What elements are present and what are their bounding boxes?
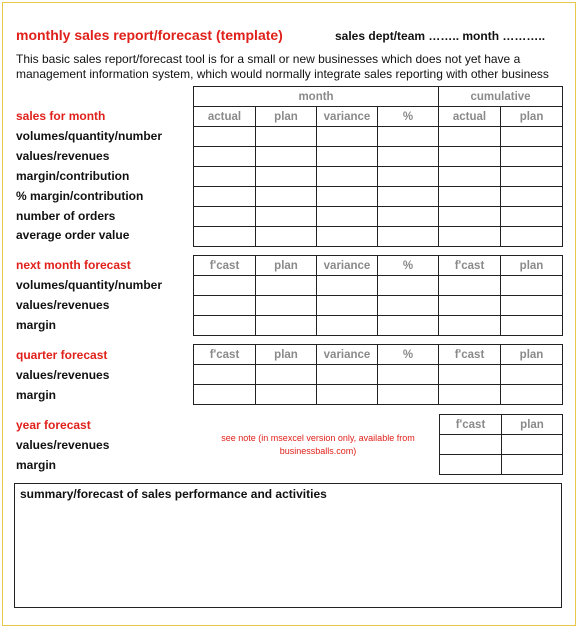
input-cell[interactable] bbox=[439, 147, 501, 167]
row-label: volumes/quantity/number bbox=[16, 278, 163, 292]
row-label: values/revenues bbox=[16, 438, 110, 452]
input-cell[interactable] bbox=[256, 167, 317, 187]
quarter-forecast-table bbox=[193, 344, 563, 405]
input-cell[interactable] bbox=[501, 296, 563, 316]
input-cell[interactable] bbox=[194, 187, 256, 207]
input-cell[interactable] bbox=[439, 316, 501, 336]
column-header: plan bbox=[256, 107, 317, 127]
input-cell[interactable] bbox=[317, 147, 378, 167]
column-header: actual bbox=[439, 107, 501, 127]
column-header: f'cast bbox=[194, 345, 256, 365]
column-header: plan bbox=[502, 415, 563, 435]
input-cell[interactable] bbox=[378, 365, 439, 385]
input-cell[interactable] bbox=[256, 147, 317, 167]
input-cell[interactable] bbox=[378, 227, 439, 247]
input-cell[interactable] bbox=[317, 365, 378, 385]
column-header: % bbox=[378, 256, 439, 276]
table-row bbox=[194, 227, 563, 247]
intro-paragraph: This basic sales report/forecast tool is for a small or new businesses which does not yet have a management information system, which would normally integrate sales reporting with other business bbox=[16, 52, 549, 81]
input-cell[interactable] bbox=[378, 147, 439, 167]
year-forecast-table bbox=[439, 414, 563, 475]
input-cell[interactable] bbox=[502, 455, 563, 475]
input-cell[interactable] bbox=[501, 147, 563, 167]
input-cell[interactable] bbox=[501, 276, 563, 296]
row-label: margin bbox=[16, 458, 57, 472]
dept-month-line: sales dept/team …….. month ……….. bbox=[335, 29, 546, 43]
input-cell[interactable] bbox=[194, 296, 256, 316]
input-cell[interactable] bbox=[317, 385, 378, 405]
input-cell[interactable] bbox=[378, 167, 439, 187]
column-header: variance bbox=[317, 256, 378, 276]
input-cell[interactable] bbox=[439, 187, 501, 207]
column-header: actual bbox=[194, 107, 256, 127]
column-header: plan bbox=[501, 256, 563, 276]
input-cell[interactable] bbox=[502, 435, 563, 455]
input-cell[interactable] bbox=[439, 127, 501, 147]
row-label: volumes/quantity/number bbox=[16, 129, 163, 143]
summary-heading: summary/forecast of sales performance and activities bbox=[20, 487, 327, 501]
row-label: average order value bbox=[16, 228, 130, 242]
quarter-forecast-heading: quarter forecast bbox=[16, 348, 108, 362]
column-header: plan bbox=[256, 256, 317, 276]
input-cell[interactable] bbox=[501, 167, 563, 187]
table-row bbox=[194, 296, 563, 316]
row-label: number of orders bbox=[16, 209, 116, 223]
row-label: margin bbox=[16, 388, 57, 402]
column-header: variance bbox=[317, 345, 378, 365]
input-cell[interactable] bbox=[194, 167, 256, 187]
column-header: variance bbox=[317, 107, 378, 127]
column-header: plan bbox=[256, 345, 317, 365]
input-cell[interactable] bbox=[194, 127, 256, 147]
column-header: f'cast bbox=[439, 256, 501, 276]
table-row bbox=[194, 316, 563, 336]
group-header-cumulative: cumulative bbox=[439, 87, 563, 107]
input-cell[interactable] bbox=[256, 296, 317, 316]
column-header: % bbox=[378, 107, 439, 127]
input-cell[interactable] bbox=[317, 167, 378, 187]
input-cell[interactable] bbox=[501, 316, 563, 336]
column-header: f'cast bbox=[440, 415, 502, 435]
input-cell[interactable] bbox=[256, 187, 317, 207]
table-row bbox=[194, 187, 563, 207]
input-cell[interactable] bbox=[256, 276, 317, 296]
summary-box[interactable] bbox=[14, 483, 562, 608]
year-forecast-heading: year forecast bbox=[16, 418, 91, 432]
table-row bbox=[440, 435, 563, 455]
row-label: values/revenues bbox=[16, 298, 110, 312]
input-cell[interactable] bbox=[256, 365, 317, 385]
input-cell[interactable] bbox=[439, 296, 501, 316]
input-cell[interactable] bbox=[317, 316, 378, 336]
input-cell[interactable] bbox=[378, 207, 439, 227]
input-cell[interactable] bbox=[256, 207, 317, 227]
table-row bbox=[440, 455, 563, 475]
row-label: margin/contribution bbox=[16, 169, 130, 183]
excel-note: see note (in msexcel version only, available from businessballs.com) bbox=[221, 433, 415, 456]
input-cell[interactable] bbox=[194, 385, 256, 405]
input-cell[interactable] bbox=[256, 227, 317, 247]
table-row bbox=[194, 127, 563, 147]
table-row bbox=[194, 167, 563, 187]
input-cell[interactable] bbox=[439, 227, 501, 247]
input-cell[interactable] bbox=[440, 455, 502, 475]
sales-for-month-table bbox=[193, 86, 563, 247]
input-cell[interactable] bbox=[317, 127, 378, 147]
row-label: % margin/contribution bbox=[16, 189, 144, 203]
table-row bbox=[194, 385, 563, 405]
input-cell[interactable] bbox=[256, 385, 317, 405]
next-month-forecast-heading: next month forecast bbox=[16, 258, 131, 272]
input-cell[interactable] bbox=[439, 276, 501, 296]
group-header-month: month bbox=[194, 87, 439, 107]
input-cell[interactable] bbox=[501, 227, 563, 247]
table-row bbox=[194, 276, 563, 296]
row-label: values/revenues bbox=[16, 368, 110, 382]
input-cell[interactable] bbox=[439, 207, 501, 227]
input-cell[interactable] bbox=[439, 365, 501, 385]
input-cell[interactable] bbox=[501, 127, 563, 147]
table-row bbox=[194, 365, 563, 385]
input-cell[interactable] bbox=[378, 276, 439, 296]
input-cell[interactable] bbox=[194, 207, 256, 227]
report-title: monthly sales report/forecast (template) bbox=[16, 27, 283, 43]
input-cell[interactable] bbox=[378, 385, 439, 405]
input-cell[interactable] bbox=[501, 365, 563, 385]
input-cell[interactable] bbox=[256, 316, 317, 336]
input-cell[interactable] bbox=[440, 435, 502, 455]
input-cell[interactable] bbox=[378, 316, 439, 336]
input-cell[interactable] bbox=[194, 227, 256, 247]
input-cell[interactable] bbox=[317, 296, 378, 316]
sales-for-month-heading: sales for month bbox=[16, 109, 106, 123]
input-cell[interactable] bbox=[378, 127, 439, 147]
table-row bbox=[194, 207, 563, 227]
input-cell[interactable] bbox=[439, 167, 501, 187]
input-cell[interactable] bbox=[194, 365, 256, 385]
input-cell[interactable] bbox=[317, 276, 378, 296]
input-cell[interactable] bbox=[501, 207, 563, 227]
table-row bbox=[194, 147, 563, 167]
row-label: values/revenues bbox=[16, 149, 110, 163]
row-label: margin bbox=[16, 318, 57, 332]
input-cell[interactable] bbox=[378, 187, 439, 207]
input-cell[interactable] bbox=[501, 385, 563, 405]
input-cell[interactable] bbox=[194, 316, 256, 336]
input-cell[interactable] bbox=[501, 187, 563, 207]
input-cell[interactable] bbox=[194, 147, 256, 167]
column-header: plan bbox=[501, 107, 563, 127]
column-header: plan bbox=[501, 345, 563, 365]
input-cell[interactable] bbox=[317, 207, 378, 227]
input-cell[interactable] bbox=[439, 385, 501, 405]
column-header: % bbox=[378, 345, 439, 365]
next-month-forecast-table bbox=[193, 255, 563, 336]
input-cell[interactable] bbox=[317, 187, 378, 207]
input-cell[interactable] bbox=[194, 276, 256, 296]
input-cell[interactable] bbox=[256, 127, 317, 147]
column-header: f'cast bbox=[439, 345, 501, 365]
input-cell[interactable] bbox=[378, 296, 439, 316]
column-header: f'cast bbox=[194, 256, 256, 276]
input-cell[interactable] bbox=[317, 227, 378, 247]
